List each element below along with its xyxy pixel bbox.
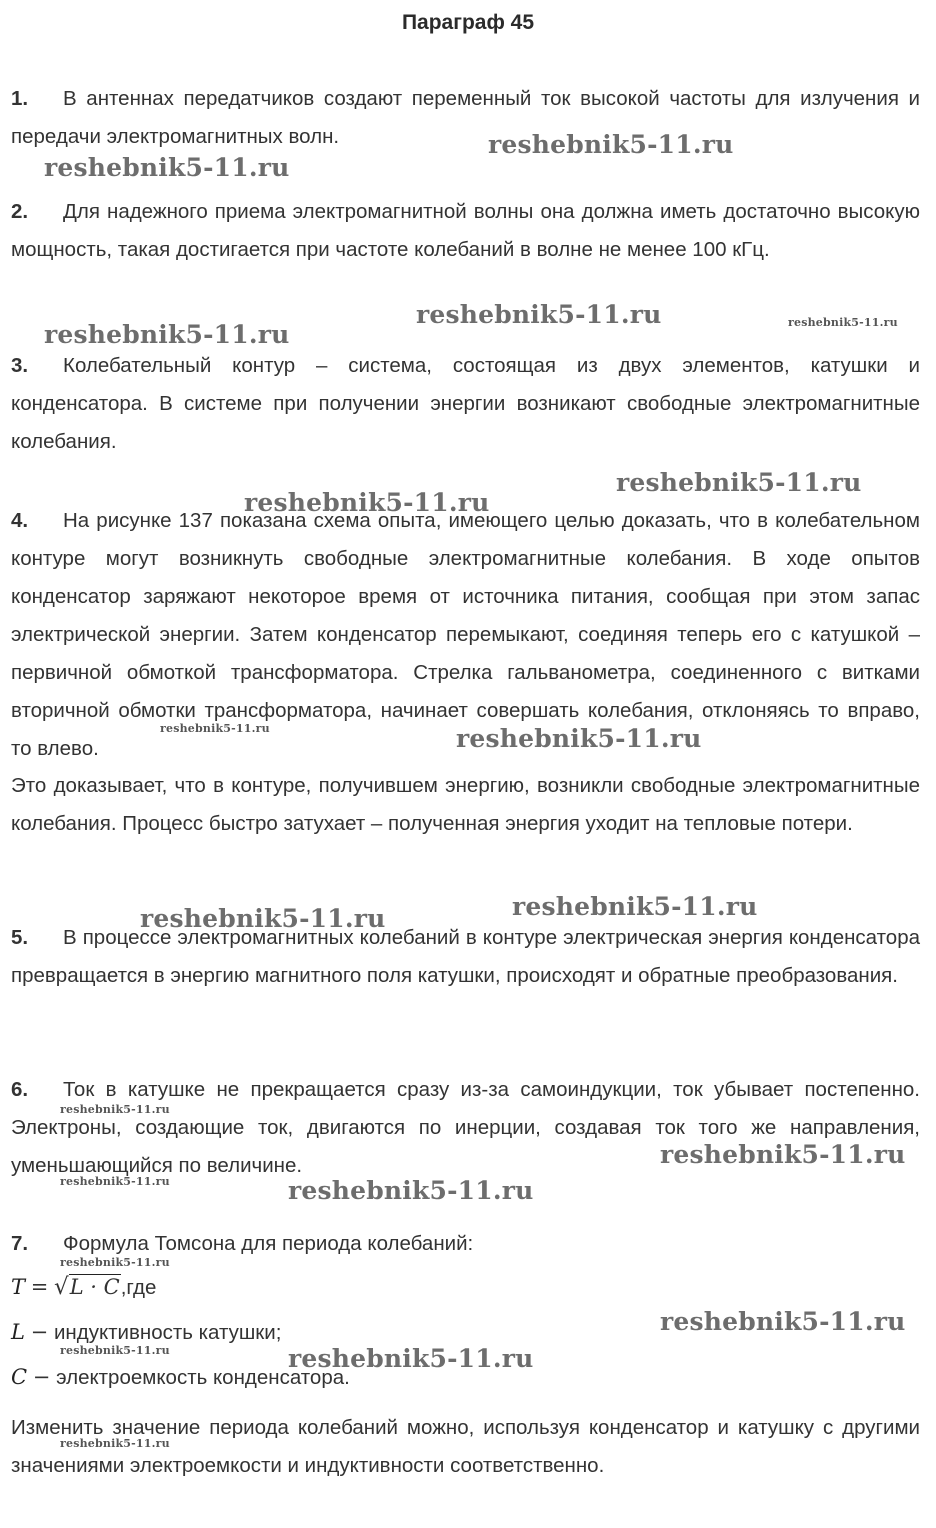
formula-suffix: ,где [120,1276,157,1299]
watermark: reshebnik5-11.ru [488,130,734,159]
watermark: reshebnik5-11.ru [160,722,270,735]
answer-number: 7. [11,1232,29,1255]
watermark: reshebnik5-11.ru [660,1307,906,1336]
definition-symbol: L [11,1320,25,1344]
answer-4-continuation [11,767,920,843]
watermark: reshebnik5-11.ru [60,1103,170,1116]
formula-lhs: T [11,1275,26,1299]
answer-text: Для надежного приема электромагнитной волны она должна иметь достаточно высокую мощность, такая достигается при частоте колебаний в волне не менее 100 кГц. [11,200,920,261]
definition-symbol: C [11,1365,28,1389]
answer-text: Колебательный контур – система, состоящая из двух элементов, катушки и конденсатора. В системе при получении энергии возникают свободные электромагнитные колебания. [11,354,920,453]
answer-3 [11,347,920,461]
answer-number: 2. [11,200,29,223]
watermark: reshebnik5-11.ru [788,316,898,329]
watermark: reshebnik5-11.ru [288,1344,534,1373]
watermark: reshebnik5-11.ru [512,892,758,921]
definition-dash: − [30,1320,49,1344]
watermark: reshebnik5-11.ru [60,1256,170,1269]
watermark: reshebnik5-11.ru [44,320,290,349]
sqrt-sign: √ [54,1274,69,1300]
watermark: reshebnik5-11.ru [60,1344,170,1357]
answer-number: 3. [11,354,29,377]
definition-text: индуктивность катушки; [53,1321,282,1344]
conclusion: Изменить значение периода колебаний можно, используя конденсатор и катушку с другими значениями электроемкости и индуктивности соответственно. [11,1416,920,1477]
answer-1 [11,80,920,156]
answer-text: На рисунке 137 показана схема опыта, имеющего целью доказать, что в колебательном контуре могут возникнуть свободные электромагнитные колебания. В ходе опытов конденсатор заряжают некоторое время от источника питания, сообщая при этом запас электрической энергии. Затем конденсатор перемыкают, соединяя теперь его с катушкой – первичной обмоткой трансформатора. Стрелка гальванометра, соединенного с витками вторичной обмотки трансформатора, начинает совершать колебания, отклоняясь то вправо, то влево. [11,509,920,760]
answer-number: 1. [11,87,29,110]
watermark: reshebnik5-11.ru [140,904,386,933]
definition-text: электроемкость конденсатора. [56,1366,350,1389]
thomson-formula [11,1272,156,1303]
page-title: Параграф 45 [401,11,535,34]
answer-text: Ток в катушке не прекращается сразу из-за самоиндукции, ток убывает постепенно. Электроны, создающие ток, двигаются по инерции, создавая ток того же направления, уменьшающийся по величине. [11,1078,920,1177]
formula-radicand: L · C [69,1275,120,1299]
watermark: reshebnik5-11.ru [244,488,490,517]
answer-text: В процессе электромагнитных колебаний в контуре электрическая энергия конденсатора превращается в энергию магнитного поля катушки, происходят и обратные преобразования. [11,926,920,987]
answer-text: Это доказывает, что в контуре, получившем энергию, возникли свободные электромагнитные колебания. Процесс быстро затухает – полученная энергия уходит на тепловые потери. [11,774,920,835]
answer-number: 6. [11,1078,29,1101]
formula-equals: = [30,1275,49,1299]
answer-2 [11,193,920,269]
answer-text: Формула Томсона для периода колебаний: [63,1232,474,1255]
watermark: reshebnik5-11.ru [60,1437,170,1450]
watermark: reshebnik5-11.ru [60,1175,170,1188]
watermark: reshebnik5-11.ru [44,153,290,182]
watermark: reshebnik5-11.ru [456,724,702,753]
answer-text: В антеннах передатчиков создают переменный ток высокой частоты для излучения и передачи электромагнитных волн. [11,87,920,148]
watermark: reshebnik5-11.ru [288,1176,534,1205]
answer-number: 5. [11,926,29,949]
watermark: reshebnik5-11.ru [416,300,662,329]
watermark: reshebnik5-11.ru [660,1140,906,1169]
definition-dash: − [32,1365,51,1389]
answer-number: 4. [11,509,29,532]
watermark: reshebnik5-11.ru [616,468,862,497]
